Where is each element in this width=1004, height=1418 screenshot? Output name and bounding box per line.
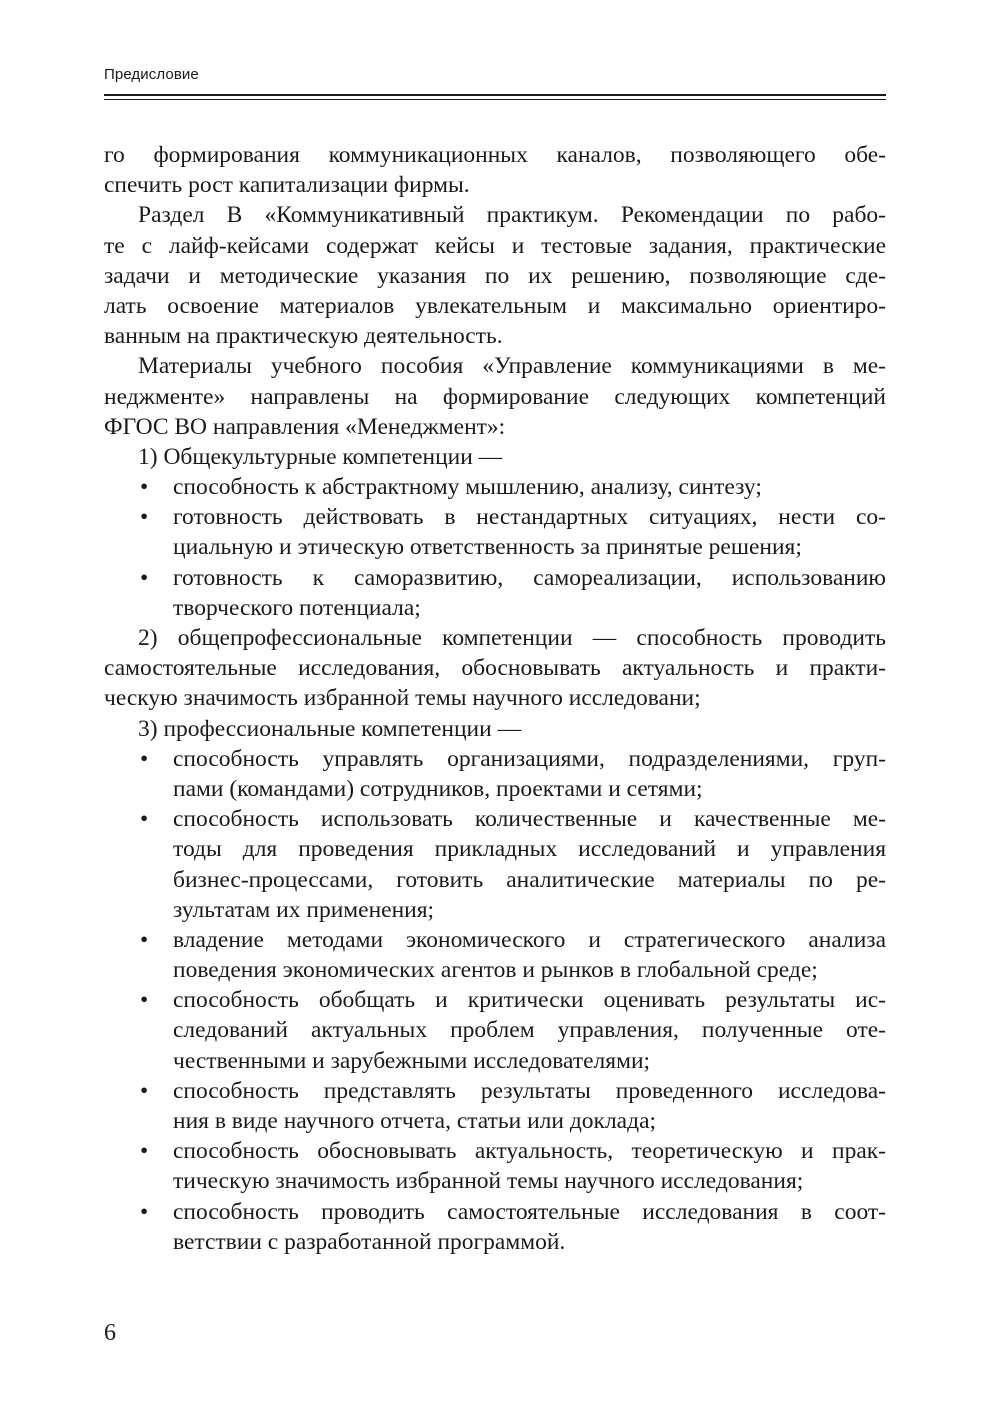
list-item (104, 925, 886, 985)
bullet-icon: • (140, 926, 149, 953)
bullet-icon: • (140, 745, 149, 772)
paragraph-competencies-intro (104, 351, 886, 442)
text-line: • готовность действовать в нестандартных ситуациях, нести со- (104, 502, 886, 532)
bullet-icon: • (140, 1198, 149, 1225)
text-line: • владение методами экономического и стратегического анализа (104, 925, 886, 955)
bullet-icon: • (140, 987, 149, 1014)
text-line: го формирования коммуникационных каналов, позволяющего обе- (104, 142, 886, 168)
paragraph-intro-continuation (104, 140, 886, 200)
text-line: • способность к абстрактному мышлению, анализу, синтезу; (104, 472, 886, 502)
text-line: ФГОС ВО направления «Менеджмент»: (104, 413, 506, 440)
running-header: Предисловие (104, 66, 199, 83)
text-line: • способность проводить самостоятельные исследования в соот- (104, 1197, 886, 1227)
list-item (104, 563, 886, 623)
text-line: • способность использовать количественные и качественные ме- (104, 804, 886, 834)
text-line: следований актуальных проблем управления, полученные оте- (173, 1017, 886, 1044)
header-rule-thin (104, 99, 886, 100)
text-line: Материалы учебного пособия «Управление коммуникациями в ме- (138, 353, 886, 380)
paragraph-general-professional (104, 623, 886, 714)
list-item (104, 1197, 886, 1257)
text-line: самостоятельные исследования, обосновывать актуальность и практи- (104, 655, 886, 682)
paragraph-section-v (104, 200, 886, 351)
text-line: ветствии с разработанной программой. (173, 1228, 566, 1255)
text-line: бизнес-процессами, готовить аналитические материалы по ре- (173, 866, 886, 893)
text-line: • способность обобщать и критически оценивать результаты ис- (104, 985, 886, 1015)
text-line: • способность управлять организациями, подразделениями, груп- (104, 744, 886, 774)
text-line: циальную и этическую ответственность за принятые решения; (173, 534, 802, 561)
text-line: ческую значимость избранной темы научного исследовани; (104, 685, 701, 712)
list-item (104, 804, 886, 925)
text-line: лать освоение материалов увлекательным и максимально ориентиро- (104, 292, 886, 319)
text-line: • способность представлять результаты проведенного исследова- (104, 1076, 886, 1106)
bullet-icon: • (140, 474, 149, 501)
bullet-icon: • (140, 806, 149, 833)
bullet-icon: • (140, 1138, 149, 1165)
text-line: спечить рост капитализации фирмы. (104, 172, 470, 199)
text-line: те с лайф-кейсами содержат кейсы и тестовые задания, практические (104, 232, 886, 259)
bullet-icon: • (140, 564, 149, 591)
list-item (104, 502, 886, 562)
text-line: поведения экономических агентов и рынков в глобальной среде; (173, 957, 818, 984)
text-line: 2) общепрофессиональные компетенции — способность проводить (138, 625, 886, 651)
bullet-list-professional (104, 744, 886, 1257)
list-heading-general-cultural: 1) Общекультурные компетенции — (138, 443, 503, 470)
text-line: ния в виде научного отчета, статьи или доклада; (173, 1108, 657, 1134)
list-item (104, 1076, 886, 1136)
text-line: тоды для проведения прикладных исследований и управления (173, 836, 886, 863)
list-item (104, 744, 886, 804)
bullet-icon: • (140, 1077, 149, 1104)
bullet-list-general-cultural (104, 472, 886, 623)
list-item (104, 1136, 886, 1196)
text-line: чественными и зарубежными исследователями; (173, 1047, 651, 1074)
bullet-icon: • (140, 504, 149, 531)
page-number: 6 (104, 1320, 116, 1346)
text-line: задачи и методические указания по их решению, позволяющие сде- (104, 262, 886, 289)
text-line: тическую значимость избранной темы научного исследования; (173, 1168, 804, 1195)
body-text (104, 140, 886, 1257)
text-line: • готовность к саморазвитию, самореализации, использованию (104, 563, 886, 593)
text-line: творческого потенциала; (173, 594, 421, 621)
list-item (104, 472, 886, 502)
text-line: ванным на практическую деятельность. (104, 323, 503, 350)
header-rule-thick (104, 94, 886, 96)
text-line: пами (командами) сотрудников, проектами и сетями; (173, 775, 703, 802)
text-line: неджменте» направлены на формирование следующих компетенций (104, 383, 886, 410)
text-line: Раздел В «Коммуникативный практикум. Рекомендации по рабо- (138, 202, 886, 229)
text-line: • способность обосновывать актуальность, теоретическую и прак- (104, 1136, 886, 1166)
text-line: зультатам их применения; (173, 896, 435, 923)
list-heading-professional: 3) профессиональные компетенции — (138, 715, 522, 742)
list-item (104, 985, 886, 1076)
